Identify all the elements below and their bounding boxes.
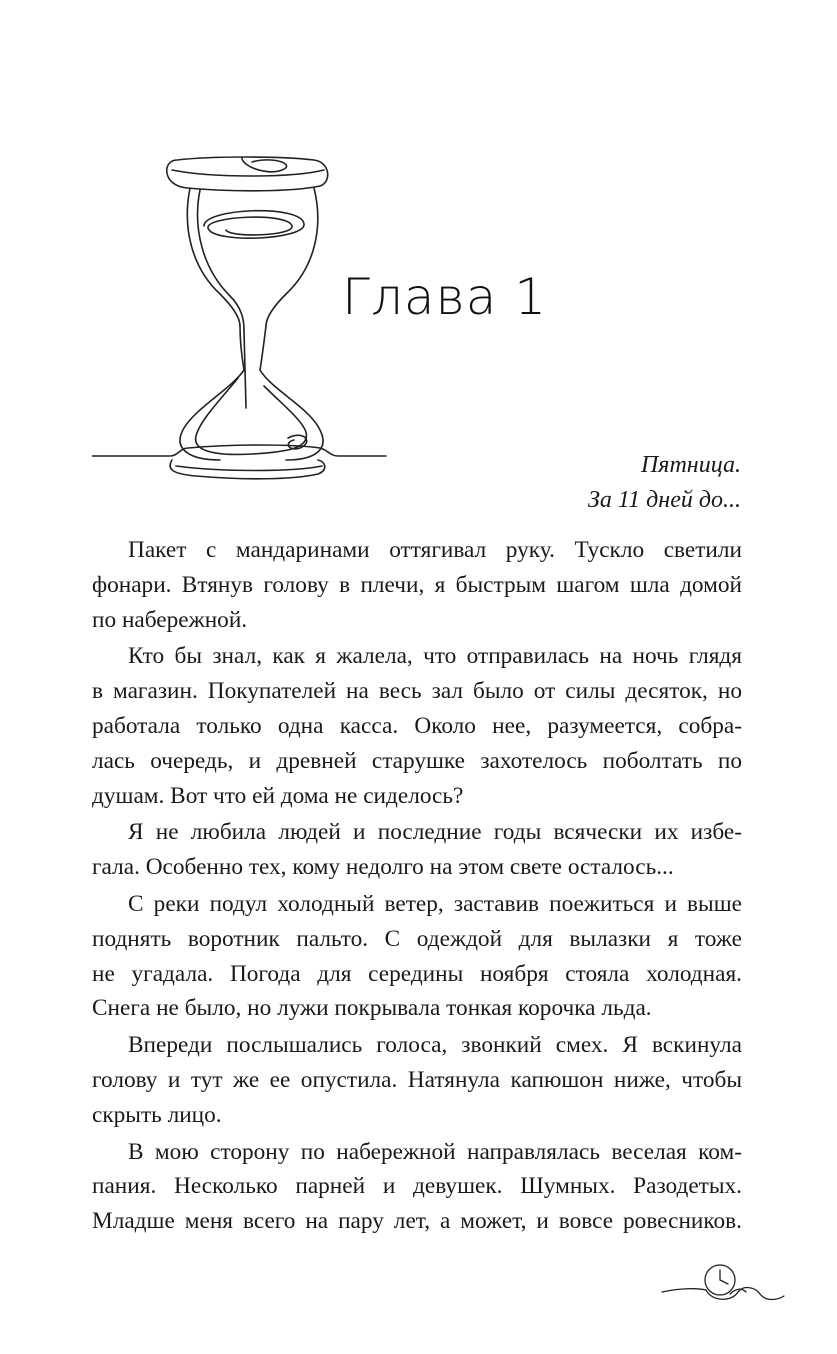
- paragraph: [92, 1028, 742, 1132]
- text-line: в магазин. Покупателей на весь зал было от силы десяток, но: [92, 678, 742, 705]
- paragraph: [92, 815, 742, 885]
- paragraph: [92, 887, 742, 1026]
- text-line: Кто бы знал, как я жалела, что отправилась на ночь глядя: [128, 643, 742, 670]
- paragraph: [92, 639, 742, 813]
- text-line: по набережной.: [92, 606, 248, 633]
- text-line: работала только одна касса. Около нее, разумеется, собра-: [92, 712, 742, 739]
- text-line: Я не любила людей и последние годы всячески их избе-: [128, 819, 742, 846]
- text-line: В мою сторону по набережной направлялась веселая ком-: [128, 1138, 742, 1165]
- dateline-day: Пятница.: [640, 452, 741, 478]
- dateline: [588, 448, 741, 518]
- chapter-body: [92, 533, 742, 1241]
- text-line: скрыть лицо.: [92, 1101, 222, 1128]
- chapter-title: Глава 1: [342, 268, 548, 326]
- text-line: Впереди послышались голоса, звонкий смех. Я вскинула: [128, 1032, 742, 1059]
- text-line: фонари. Втянув голову в плечи, я быстрым шагом шла домой: [92, 571, 742, 598]
- text-line: пания. Несколько парней и девушек. Шумных. Разодетых.: [92, 1173, 742, 1200]
- text-line: голову и тут же ее опустила. Натянула капюшон ниже, чтобы: [92, 1066, 742, 1093]
- text-line: не угадала. Погода для середины ноября стояла холодная.: [92, 960, 742, 987]
- dateline-countdown: За 11 дней до...: [588, 487, 741, 513]
- text-line: Пакет с мандаринами оттягивал руку. Тускло светили: [128, 537, 742, 563]
- paragraph: [92, 533, 742, 637]
- text-line: лась очередь, и древней старушке захотелось поболтать по: [92, 747, 742, 774]
- text-line: гала. Особенно тех, кому недолго на этом свете осталось...: [92, 854, 674, 881]
- text-line: поднять воротник пальто. С одеждой для вылазки я тоже: [92, 925, 742, 952]
- text-line: душам. Вот что ей дома не сиделось?: [92, 782, 464, 809]
- paragraph: [92, 1135, 742, 1239]
- text-line: Младше меня всего на пару лет, а может, и вовсе ровесников.: [92, 1208, 742, 1235]
- text-line: С реки подул холодный ветер, заставив поежиться и выше: [128, 890, 742, 917]
- text-line: Снега не было, но лужи покрывала тонкая корочка льда.: [92, 995, 652, 1022]
- clock-swirl-ornament-icon: [660, 1258, 786, 1308]
